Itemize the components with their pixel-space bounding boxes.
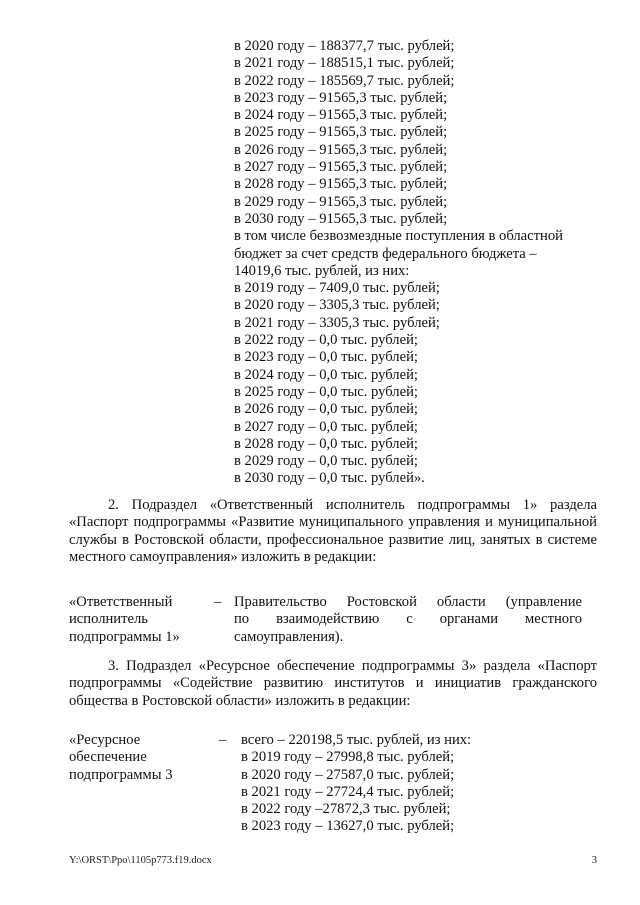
list-item: в 2027 году – 91565,3 тыс. рублей;: [234, 159, 448, 176]
list-item: в 2029 году – 91565,3 тыс. рублей;: [234, 193, 448, 210]
value-line: по взаимодействию с органами местного: [234, 611, 582, 628]
label-line: обеспечение: [69, 749, 147, 766]
list-item: в 2023 году – 91565,3 тыс. рублей;: [234, 89, 448, 106]
list-item: в 2026 году – 91565,3 тыс. рублей;: [234, 141, 448, 158]
list-item: в 2020 году – 188377,7 тыс. рублей;: [234, 38, 455, 54]
section-3-paragraph: [69, 658, 597, 710]
label-line: подпрограммы 3: [69, 766, 173, 783]
federal-budget-note: в том числе безвозмездные поступления в областной бюджет за счет средств федерального бюджета – 14019,6 тыс. рублей, из них:: [234, 228, 563, 279]
list-item: в 2023 году – 0,0 тыс. рублей;: [234, 349, 418, 366]
list-item: в 2022 году – 185569,7 тыс. рублей;: [234, 72, 455, 89]
list-item: в 2025 году – 91565,3 тыс. рублей;: [234, 124, 448, 141]
page-number: 3: [591, 855, 597, 866]
list-item: в 2021 году – 188515,1 тыс. рублей;: [234, 55, 455, 72]
section-3-text: 3. Подраздел «Ресурсное обеспечение подпрограммы 3» раздела «Паспорт подпрограммы «Содействие развитию институтов и инициатив гражданского общества в Ростовской области» изложить в редакции:: [69, 658, 597, 709]
list-item: в 2022 году – 0,0 тыс. рублей;: [234, 332, 418, 349]
list-item: в 2019 году – 7409,0 тыс. рублей;: [234, 280, 440, 297]
list-item: в 2029 году – 0,0 тыс. рублей;: [234, 453, 418, 470]
list-item: в 2030 году – 0,0 тыс. рублей».: [234, 470, 425, 487]
value-line: в 2019 году – 27998,8 тыс. рублей;: [241, 749, 455, 766]
section-3-label: [69, 732, 209, 784]
section-2-paragraph: [69, 497, 597, 566]
footer-file-path: Y:\ORST\Ppo\1105p773.f19.docx: [69, 855, 212, 866]
value-line: всего – 220198,5 тыс. рублей, из них:: [241, 732, 472, 748]
funding-list-continued: [234, 38, 584, 488]
list-item: в 2028 году – 91565,3 тыс. рублей;: [234, 176, 448, 193]
section-2-label: [69, 594, 209, 646]
label-line: подпрограммы 1»: [69, 628, 180, 645]
value-line: в 2023 году – 13627,0 тыс. рублей;: [241, 818, 455, 835]
list-item: в 2025 году – 0,0 тыс. рублей;: [234, 383, 418, 400]
list-item: в 2028 году – 0,0 тыс. рублей;: [234, 435, 418, 452]
list-item: в 2020 году – 3305,3 тыс. рублей;: [234, 297, 440, 314]
section-2-table-row: [69, 594, 597, 648]
value-line: Правительство Ростовской области (управление: [234, 594, 582, 610]
value-line: самоуправления).: [234, 628, 344, 645]
section-2-value: [234, 594, 582, 646]
section-3-table-row: [69, 732, 597, 838]
value-line: в 2022 году –27872,3 тыс. рублей;: [241, 801, 451, 818]
list-item: в 2026 году – 0,0 тыс. рублей;: [234, 401, 418, 418]
section-3-value: [241, 732, 541, 836]
list-item: в 2024 году – 91565,3 тыс. рублей;: [234, 107, 448, 124]
list-item: в 2024 году – 0,0 тыс. рублей;: [234, 366, 418, 383]
list-item: в 2027 году – 0,0 тыс. рублей;: [234, 418, 418, 435]
list-item: в 2030 году – 91565,3 тыс. рублей;: [234, 210, 448, 227]
value-line: в 2020 году – 27587,0 тыс. рублей;: [241, 766, 455, 783]
list-item: в 2021 году – 3305,3 тыс. рублей;: [234, 314, 440, 331]
label-line: «Ресурсное: [69, 732, 141, 748]
value-line: в 2021 году – 27724,4 тыс. рублей;: [241, 783, 455, 800]
label-line: исполнитель: [69, 611, 148, 628]
section-2-text: 2. Подраздел «Ответственный исполнитель подпрограммы 1» раздела «Паспорт подпрограммы «Развитие муниципального управления и муниципальной службы в Ростовской области, профессиональное развитие лиц, занятых в системе местного самоуправления» изложить в редакции:: [69, 497, 597, 565]
section-2-dash: –: [214, 594, 222, 610]
section-3-dash: –: [219, 732, 227, 748]
label-line: «Ответственный: [69, 594, 173, 610]
